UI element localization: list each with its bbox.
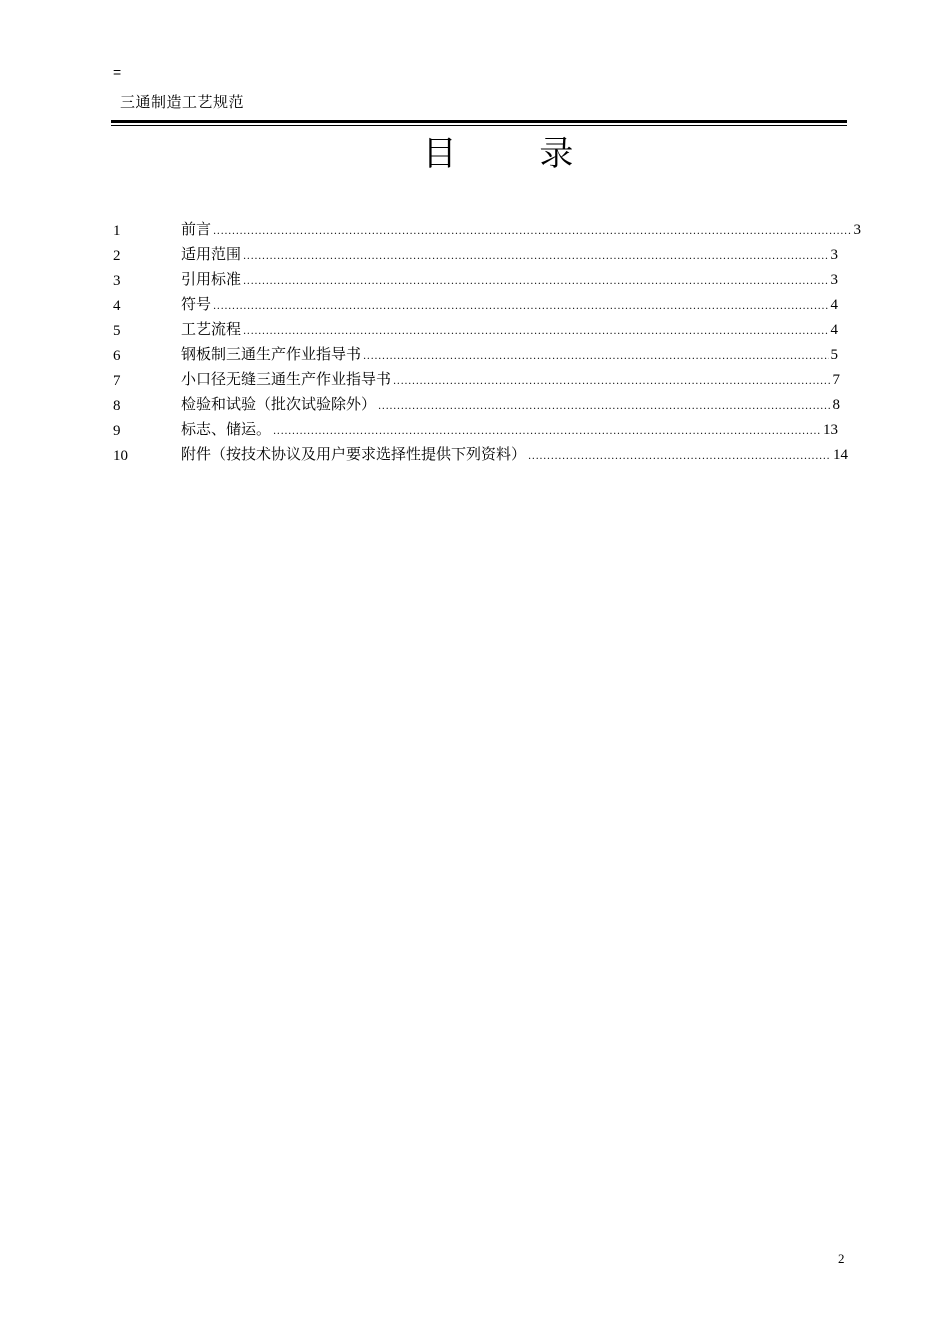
toc-entry-body bbox=[181, 444, 848, 467]
toc-entry-body bbox=[181, 269, 838, 292]
toc-entry[interactable] bbox=[113, 218, 861, 243]
toc-entry-page: 3 bbox=[830, 247, 838, 263]
toc-entry[interactable] bbox=[113, 343, 861, 368]
toc-dot-leader bbox=[528, 447, 831, 467]
toc-entry[interactable] bbox=[113, 268, 861, 293]
header-mark: = bbox=[113, 64, 122, 80]
toc-entry-page: 14 bbox=[833, 447, 848, 463]
toc-entry[interactable] bbox=[113, 243, 861, 268]
toc-entry-page: 4 bbox=[830, 297, 838, 313]
toc-entry-body bbox=[181, 344, 838, 367]
toc-entry[interactable] bbox=[113, 418, 861, 443]
toc-entry-label: 前言 bbox=[181, 220, 212, 238]
toc-entry-page: 7 bbox=[832, 372, 840, 388]
toc-entry-label: 检验和试验（批次试验除外） bbox=[181, 395, 377, 413]
toc-entry-label: 附件（按技术协议及用户要求选择性提供下列资料） bbox=[181, 445, 527, 463]
toc-entry-number: 4 bbox=[113, 297, 121, 314]
toc-entry-body bbox=[181, 419, 838, 442]
toc-entry-number: 3 bbox=[113, 272, 121, 289]
header-divider-thin bbox=[111, 125, 847, 126]
page-number: 2 bbox=[838, 1251, 845, 1266]
header-divider-thick bbox=[111, 120, 847, 123]
toc-entry-body bbox=[181, 319, 838, 342]
toc-entry-page: 4 bbox=[830, 322, 838, 338]
toc-entry-page: 13 bbox=[823, 422, 838, 438]
toc-title: 目 录 bbox=[422, 134, 610, 174]
document-header-title: 三通制造工艺规范 bbox=[120, 93, 245, 111]
toc-dot-leader bbox=[243, 322, 828, 342]
toc-entry-label: 钢板制三通生产作业指导书 bbox=[181, 345, 362, 363]
toc-entry[interactable] bbox=[113, 293, 861, 318]
toc-entry-body bbox=[181, 394, 840, 417]
toc-entry-number: 1 bbox=[113, 222, 121, 239]
toc-entry-page: 8 bbox=[832, 397, 840, 413]
table-of-contents bbox=[113, 218, 861, 468]
toc-entry-page: 3 bbox=[853, 222, 861, 238]
toc-entry-label: 适用范围 bbox=[181, 245, 242, 263]
toc-entry-body bbox=[181, 294, 838, 317]
toc-entry-label: 符号 bbox=[181, 295, 212, 313]
toc-entry-number: 2 bbox=[113, 247, 121, 264]
toc-dot-leader bbox=[213, 222, 851, 242]
toc-entry-label: 小口径无缝三通生产作业指导书 bbox=[181, 370, 392, 388]
toc-entry-body bbox=[181, 219, 861, 242]
toc-entry-number: 5 bbox=[113, 322, 121, 339]
toc-entry[interactable] bbox=[113, 443, 861, 468]
toc-entry-number: 6 bbox=[113, 347, 121, 364]
toc-entry-label: 引用标准 bbox=[181, 270, 242, 288]
toc-entry-number: 9 bbox=[113, 422, 121, 439]
toc-entry[interactable] bbox=[113, 393, 861, 418]
toc-dot-leader bbox=[243, 247, 828, 267]
toc-entry-number: 8 bbox=[113, 397, 121, 414]
toc-entry-label: 工艺流程 bbox=[181, 320, 242, 338]
toc-entry-number: 7 bbox=[113, 372, 121, 389]
toc-dot-leader bbox=[273, 422, 821, 442]
toc-entry-body bbox=[181, 369, 840, 392]
toc-entry-page: 3 bbox=[830, 272, 838, 288]
toc-dot-leader bbox=[378, 397, 830, 417]
toc-entry[interactable] bbox=[113, 368, 861, 393]
toc-entry[interactable] bbox=[113, 318, 861, 343]
toc-entry-body bbox=[181, 244, 838, 267]
toc-dot-leader bbox=[393, 372, 830, 392]
toc-dot-leader bbox=[243, 272, 828, 292]
toc-dot-leader bbox=[213, 297, 828, 317]
toc-dot-leader bbox=[363, 347, 828, 367]
toc-entry-label: 标志、储运。 bbox=[181, 420, 272, 438]
toc-entry-number: 10 bbox=[113, 447, 128, 464]
toc-entry-page: 5 bbox=[830, 347, 838, 363]
